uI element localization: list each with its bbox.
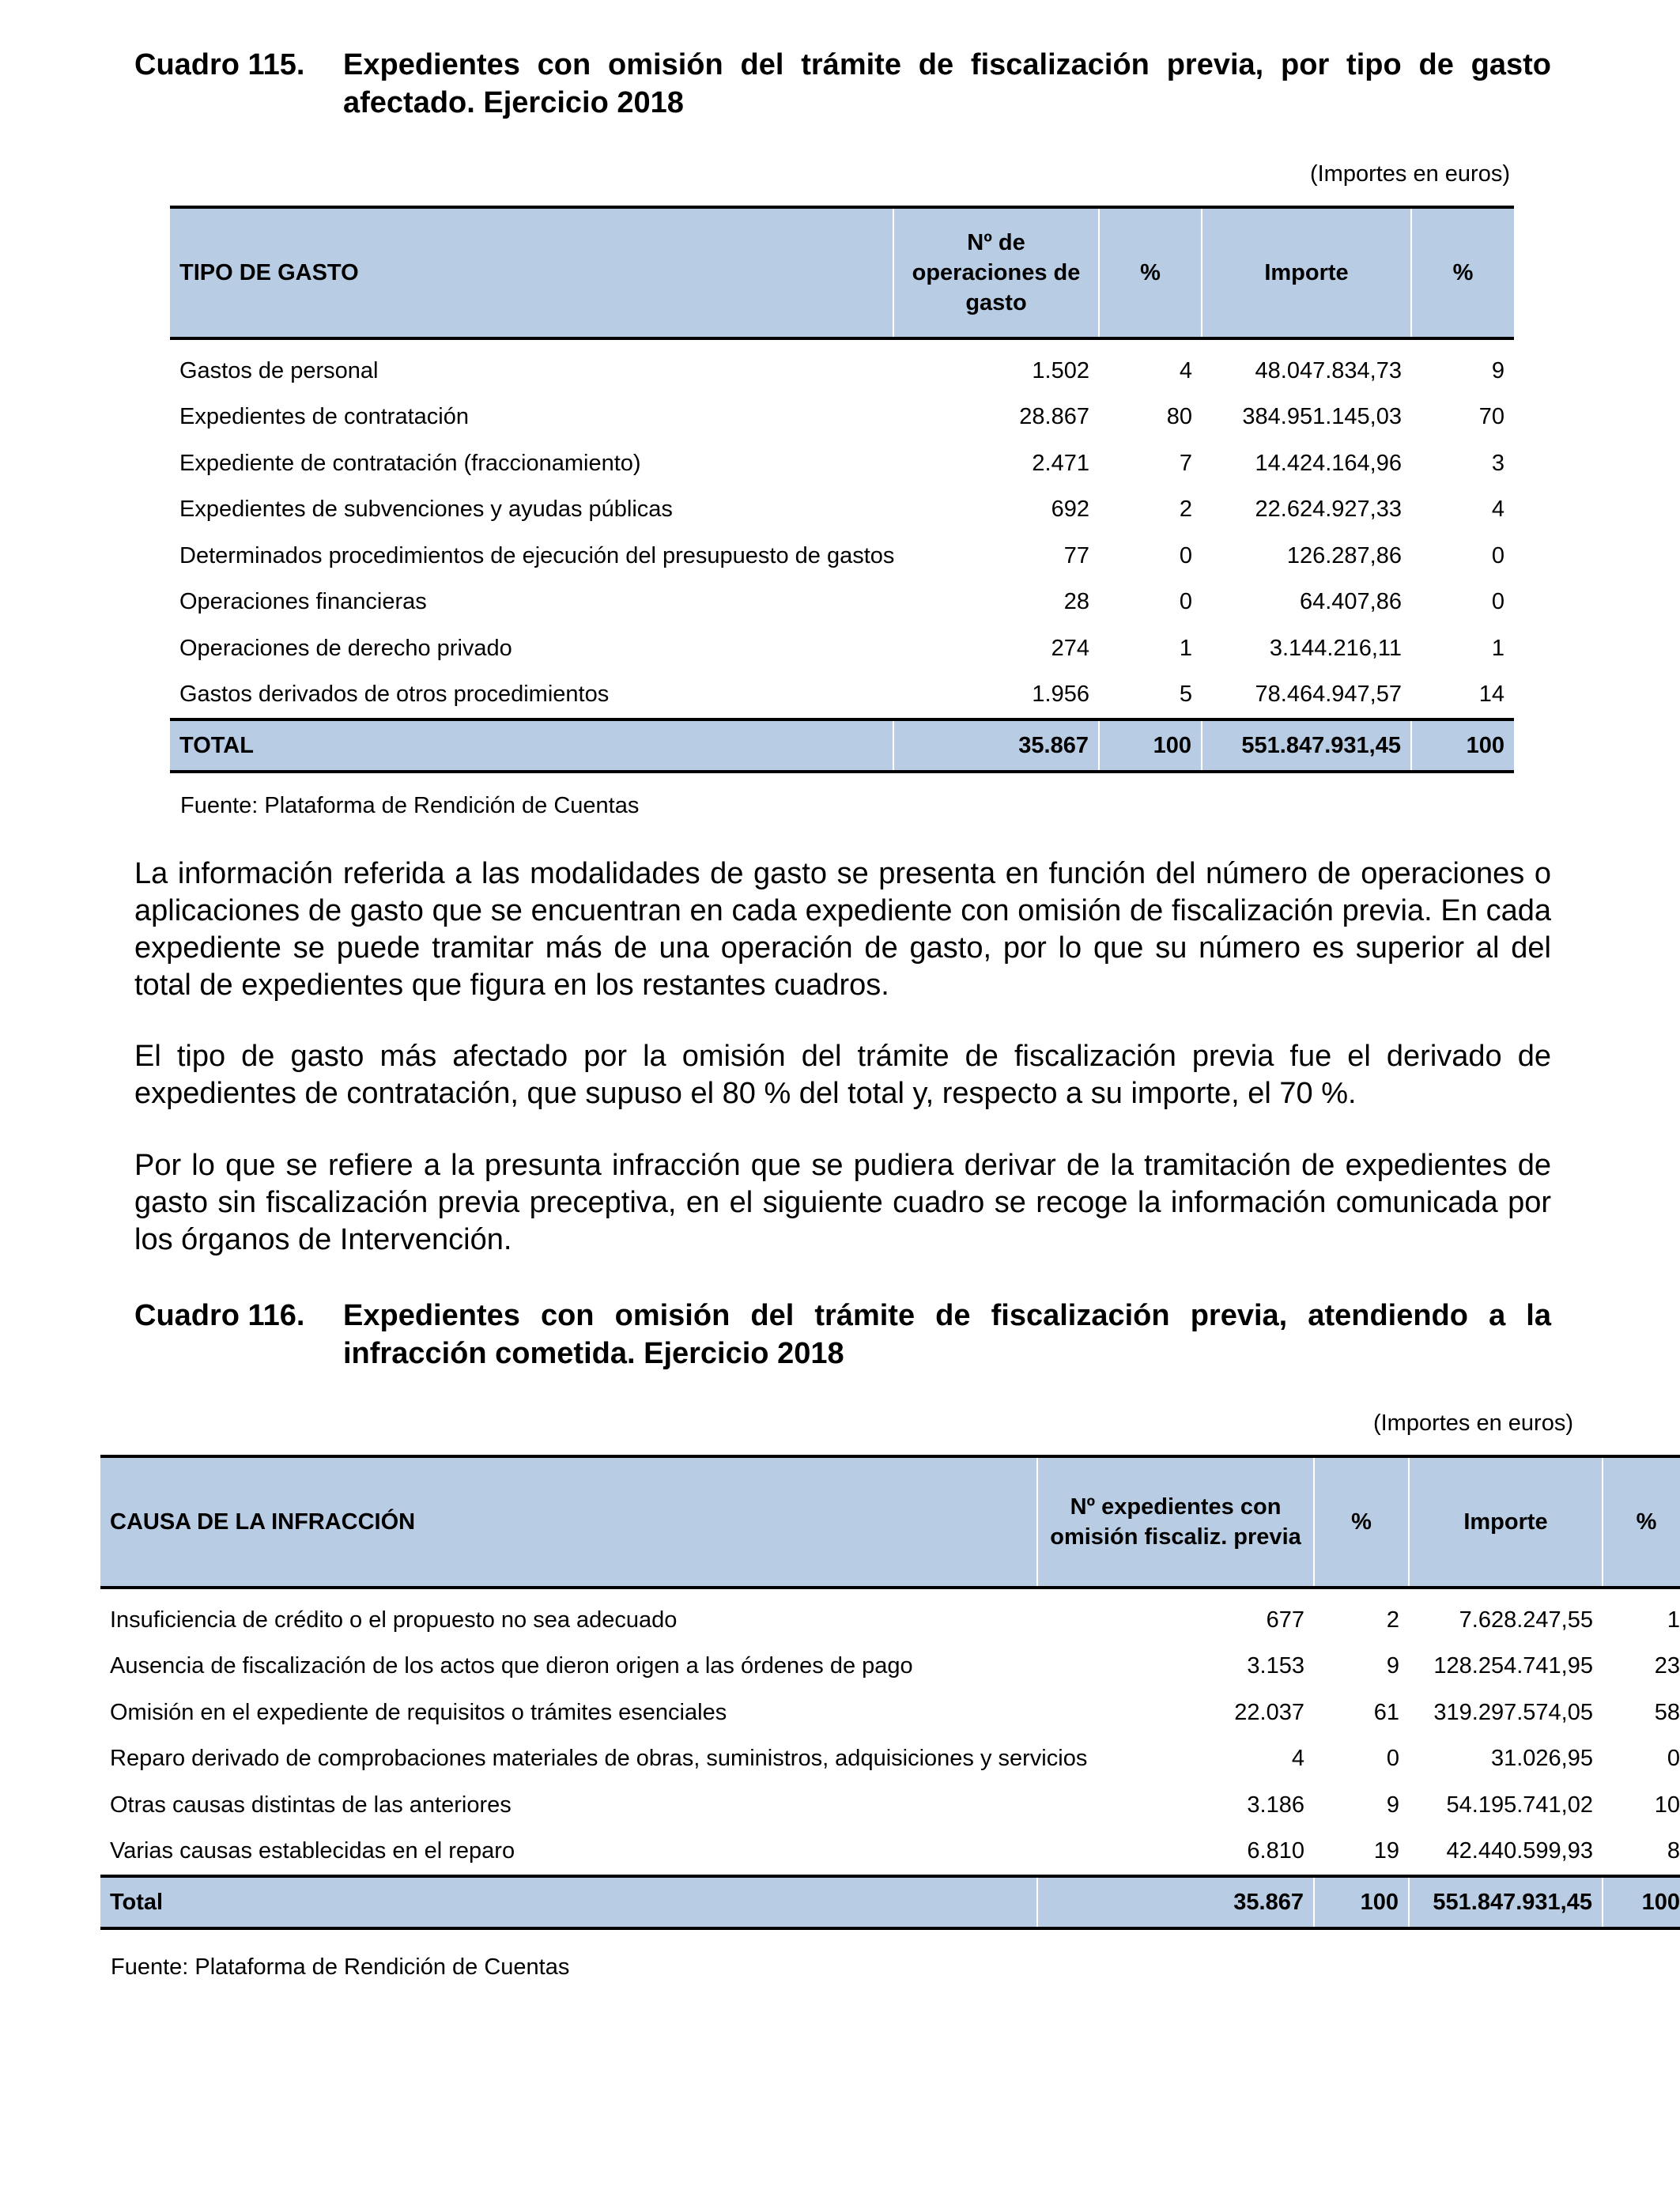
cell-pct2: 14 bbox=[1478, 682, 1504, 708]
cell-pct1: 61 bbox=[1373, 1699, 1399, 1725]
table-row bbox=[100, 1829, 1680, 1877]
cell-num: 1.502 bbox=[1032, 357, 1089, 383]
cell-num: 3.186 bbox=[1247, 1792, 1304, 1818]
header-pct-operaciones: % bbox=[1099, 207, 1202, 338]
header-pct-expedientes: % bbox=[1314, 1456, 1409, 1588]
cell-importe: 48.047.834,73 bbox=[1255, 357, 1402, 383]
header-num-operaciones: Nº de operaciones de gasto bbox=[893, 207, 1099, 338]
cell-num: 274 bbox=[1051, 635, 1089, 661]
cell-importe: 384.951.145,03 bbox=[1242, 404, 1402, 430]
cuadro-115-units: (Importes en euros) bbox=[1309, 161, 1510, 187]
cell-pct1: 7 bbox=[1179, 450, 1192, 476]
paragraph-1: La información referida a las modalidades de gasto se presenta en función del número de operaciones o aplicaciones de gasto que se encuentran en cada expediente con omisión de fiscalización previa. En cada expediente se puede tramitar más de una operación de gasto, por lo que su número es superior al del total de expedientes que figura en los restantes cuadros. bbox=[134, 857, 1551, 1002]
header-tipo-de-gasto: TIPO DE GASTO bbox=[170, 207, 893, 338]
table-row bbox=[100, 1736, 1680, 1783]
cell-importe: 31.026,95 bbox=[1490, 1746, 1593, 1772]
table-row bbox=[100, 1588, 1680, 1644]
cell-pct2: 4 bbox=[1491, 497, 1504, 523]
cell-tipo: Expedientes de contratación bbox=[179, 404, 469, 430]
cell-importe: 128.254.741,95 bbox=[1433, 1653, 1593, 1679]
cell-pct1: 5 bbox=[1179, 682, 1192, 708]
cell-pct2: 10 bbox=[1654, 1792, 1680, 1818]
total-importe: 551.847.931,45 bbox=[1202, 719, 1411, 772]
total-num: 35.867 bbox=[1037, 1876, 1314, 1928]
cell-tipo: Operaciones financieras bbox=[179, 589, 427, 615]
table-row bbox=[100, 1644, 1680, 1690]
table-total-row bbox=[170, 719, 1514, 772]
cell-pct2: 9 bbox=[1491, 357, 1504, 383]
cell-pct2: 70 bbox=[1478, 404, 1504, 430]
cell-tipo: Expedientes de subvenciones y ayudas públicas bbox=[179, 497, 673, 523]
table-row bbox=[170, 395, 1514, 441]
header-pct-importe: % bbox=[1411, 207, 1514, 338]
paragraph-2: El tipo de gasto más afectado por la omisión del trámite de fiscalización previa fue el derivado de expedientes de contratación, que supuso el 80 % del total y, respecto a su importe, el 70 %. bbox=[134, 1040, 1551, 1110]
total-label: TOTAL bbox=[170, 719, 893, 772]
table-header-row bbox=[100, 1456, 1680, 1588]
cell-pct2: 1 bbox=[1491, 635, 1504, 661]
cuadro-115-title: Expedientes con omisión del trámite de fiscalización previa, por tipo de gasto afectado. Ejercicio 2018 bbox=[343, 48, 1551, 119]
cell-causa: Insuficiencia de crédito o el propuesto no sea adecuado bbox=[110, 1607, 678, 1633]
header-importe: Importe bbox=[1409, 1456, 1603, 1588]
cuadro-116-heading bbox=[134, 1297, 1551, 1373]
cell-causa: Omisión en el expediente de requisitos o trámites esenciales bbox=[110, 1699, 727, 1725]
cell-importe: 22.624.927,33 bbox=[1255, 497, 1402, 523]
cell-causa: Reparo derivado de comprobaciones materiales de obras, suministros, adquisiciones y servicios bbox=[110, 1746, 1088, 1772]
cell-importe: 42.440.599,93 bbox=[1446, 1838, 1593, 1864]
cell-importe: 14.424.164,96 bbox=[1255, 450, 1402, 476]
table-row bbox=[100, 1690, 1680, 1736]
cuadro-116-table bbox=[100, 1455, 1680, 1930]
table-row bbox=[170, 580, 1514, 626]
cell-num: 28 bbox=[1063, 589, 1089, 615]
cell-pct1: 2 bbox=[1386, 1607, 1399, 1633]
cell-pct1: 80 bbox=[1166, 404, 1192, 430]
header-pct-importe: % bbox=[1603, 1456, 1680, 1588]
table-header-row bbox=[170, 207, 1514, 338]
table-row bbox=[170, 672, 1514, 720]
cell-pct2: 3 bbox=[1491, 450, 1504, 476]
cell-importe: 78.464.947,57 bbox=[1255, 682, 1402, 708]
cell-pct2: 58 bbox=[1654, 1699, 1680, 1725]
cell-pct1: 9 bbox=[1386, 1653, 1399, 1679]
cell-causa: Varias causas establecidas en el reparo bbox=[110, 1838, 515, 1864]
cell-num: 3.153 bbox=[1247, 1653, 1304, 1679]
table-row bbox=[170, 338, 1514, 395]
cell-pct1: 4 bbox=[1179, 357, 1192, 383]
table-row bbox=[100, 1782, 1680, 1829]
cell-num: 22.037 bbox=[1234, 1699, 1304, 1725]
cell-importe: 3.144.216,11 bbox=[1269, 635, 1402, 661]
cell-pct2: 0 bbox=[1491, 542, 1504, 568]
cell-tipo: Expediente de contratación (fraccionamiento) bbox=[179, 450, 641, 476]
cell-num: 28.867 bbox=[1019, 404, 1089, 430]
cell-causa: Otras causas distintas de las anteriores bbox=[110, 1792, 512, 1818]
cell-importe: 64.407,86 bbox=[1299, 589, 1402, 615]
cell-importe: 54.195.741,02 bbox=[1446, 1792, 1593, 1818]
table-row bbox=[170, 487, 1514, 534]
total-num: 35.867 bbox=[893, 719, 1099, 772]
cell-pct2: 0 bbox=[1667, 1746, 1680, 1772]
cell-pct1: 1 bbox=[1179, 635, 1192, 661]
cell-tipo: Operaciones de derecho privado bbox=[179, 635, 512, 661]
cell-pct1: 0 bbox=[1179, 589, 1192, 615]
table-row bbox=[170, 625, 1514, 672]
cuadro-115-source: Fuente: Plataforma de Rendición de Cuentas bbox=[180, 793, 640, 818]
header-num-expedientes: Nº expedientes con omisión fiscaliz. previa bbox=[1037, 1456, 1314, 1588]
total-pct2: 100 bbox=[1411, 719, 1514, 772]
cuadro-116-units: (Importes en euros) bbox=[1372, 1410, 1573, 1436]
cuadro-115-label: Cuadro 115. bbox=[134, 48, 305, 81]
total-pct1: 100 bbox=[1314, 1876, 1409, 1928]
cell-pct2: 8 bbox=[1667, 1838, 1680, 1864]
cell-tipo: Determinados procedimientos de ejecución del presupuesto de gastos bbox=[179, 542, 895, 568]
table-total-row bbox=[100, 1876, 1680, 1928]
cell-num: 4 bbox=[1291, 1746, 1304, 1772]
cell-importe: 126.287,86 bbox=[1286, 542, 1402, 568]
cell-pct2: 0 bbox=[1491, 589, 1504, 615]
cell-pct1: 9 bbox=[1386, 1792, 1399, 1818]
cell-importe: 7.628.247,55 bbox=[1459, 1607, 1593, 1633]
cell-num: 6.810 bbox=[1247, 1838, 1304, 1864]
cell-pct1: 0 bbox=[1386, 1746, 1399, 1772]
table-row bbox=[170, 440, 1514, 487]
cell-tipo: Gastos derivados de otros procedimientos bbox=[179, 682, 610, 708]
cell-causa: Ausencia de fiscalización de los actos que dieron origen a las órdenes de pago bbox=[110, 1653, 913, 1679]
cuadro-115-table bbox=[170, 206, 1514, 773]
table-row bbox=[170, 533, 1514, 580]
total-label: Total bbox=[100, 1876, 1037, 1928]
cell-pct1: 2 bbox=[1179, 497, 1192, 523]
header-causa-infraccion: CAUSA DE LA INFRACCIÓN bbox=[100, 1456, 1037, 1588]
cell-pct2: 23 bbox=[1654, 1653, 1680, 1679]
cell-tipo: Gastos de personal bbox=[179, 357, 379, 383]
cuadro-116-source: Fuente: Plataforma de Rendición de Cuentas bbox=[111, 1954, 570, 1980]
cell-importe: 319.297.574,05 bbox=[1433, 1699, 1593, 1725]
total-pct1: 100 bbox=[1099, 719, 1202, 772]
paragraph-3: Por lo que se refiere a la presunta infracción que se pudiera derivar de la tramitación de expedientes de gasto sin fiscalización previa preceptiva, en el siguiente cuadro se recoge la información comunicada por los órganos de Intervención. bbox=[134, 1149, 1551, 1256]
total-importe: 551.847.931,45 bbox=[1409, 1876, 1603, 1928]
cuadro-116-label: Cuadro 116. bbox=[134, 1299, 305, 1332]
cell-num: 2.471 bbox=[1032, 450, 1089, 476]
header-importe: Importe bbox=[1202, 207, 1411, 338]
cuadro-115-heading bbox=[134, 46, 1551, 122]
cell-num: 692 bbox=[1051, 497, 1089, 523]
cell-pct1: 0 bbox=[1179, 542, 1192, 568]
cell-pct1: 19 bbox=[1373, 1838, 1399, 1864]
cell-num: 77 bbox=[1063, 542, 1089, 568]
cuadro-116-title: Expedientes con omisión del trámite de fiscalización previa, atendiendo a la infracción cometida. Ejercicio 2018 bbox=[343, 1299, 1551, 1370]
cell-pct2: 1 bbox=[1667, 1607, 1680, 1633]
cell-num: 1.956 bbox=[1032, 682, 1089, 708]
cell-num: 677 bbox=[1266, 1607, 1304, 1633]
total-pct2: 100 bbox=[1603, 1876, 1680, 1928]
